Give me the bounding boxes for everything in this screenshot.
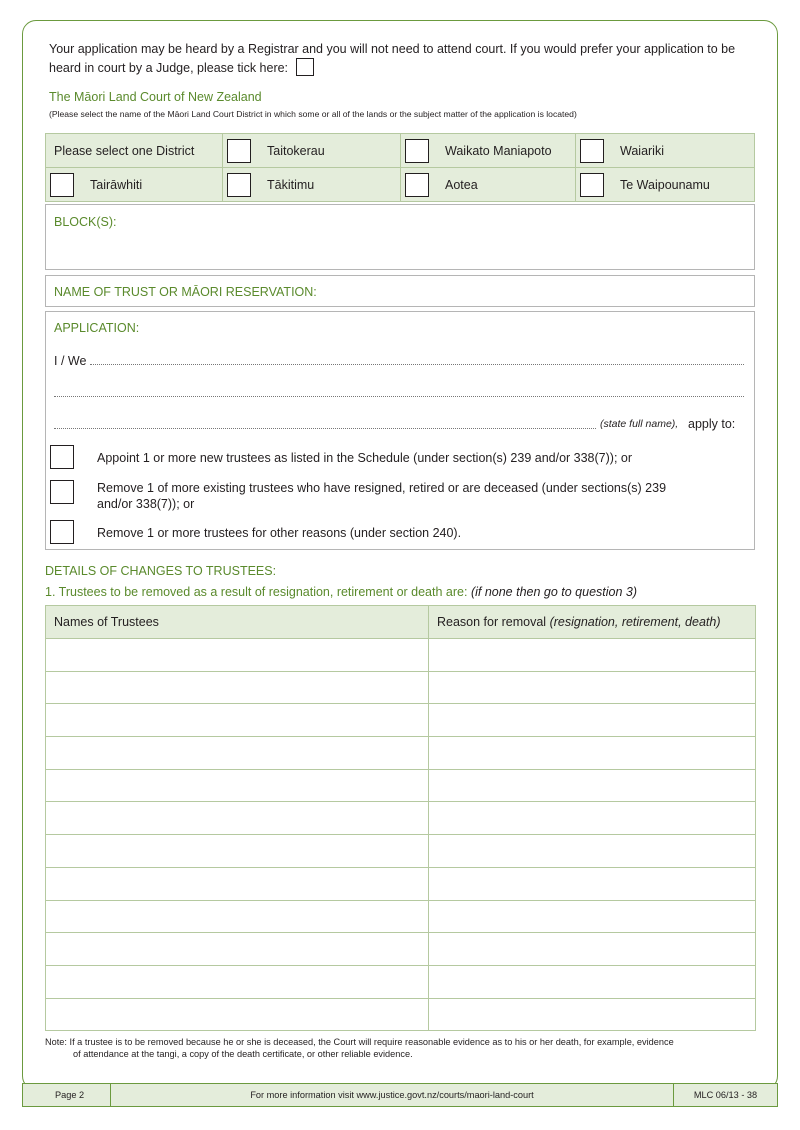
removal-reason-cell[interactable] — [429, 835, 756, 868]
removal-reason-cell[interactable] — [429, 802, 756, 835]
note-line-1: Note: If a trustee is to be removed because he or she is deceased, the Court will require reasonable evidence as to his or her death, for example, evidence — [45, 1037, 674, 1047]
option-appoint-label: Appoint 1 or more new trustees as listed in the Schedule (under section(s) 239 and/or 338(7)); or — [97, 451, 633, 465]
trustees-removed-table — [45, 605, 756, 1031]
option-remove-other — [50, 520, 750, 544]
table-row — [46, 933, 756, 966]
district-checkbox-waiariki[interactable] — [580, 139, 604, 163]
state-full-name-note: (state full name), — [600, 418, 679, 430]
district-label-waiariki: Waiariki — [620, 143, 664, 158]
trustee-name-cell[interactable] — [46, 835, 429, 868]
option-appoint — [50, 445, 750, 469]
col-reason-note: (resignation, retirement, death) — [549, 615, 721, 629]
page-number: Page 2 — [23, 1084, 111, 1106]
trustee-name-cell[interactable] — [46, 769, 429, 802]
option-remove-resigned-checkbox[interactable] — [50, 480, 74, 504]
question-1 — [45, 585, 637, 599]
table-row — [46, 671, 756, 704]
removal-reason-cell[interactable] — [429, 737, 756, 770]
table-row — [46, 998, 756, 1031]
district-label-te-waipounamu: Te Waipounamu — [620, 177, 710, 192]
removal-reason-cell[interactable] — [429, 867, 756, 900]
trustee-name-cell[interactable] — [46, 737, 429, 770]
trustee-name-cell[interactable] — [46, 802, 429, 835]
intro-text — [49, 40, 759, 77]
district-checkbox-takitimu[interactable] — [227, 173, 251, 197]
trustee-name-cell[interactable] — [46, 965, 429, 998]
table-row — [46, 802, 756, 835]
court-title: The Māori Land Court of New Zealand — [49, 90, 262, 104]
trustee-name-cell[interactable] — [46, 933, 429, 966]
court-note: (Please select the name of the Māori Land Court District in which some or all of the lands or the subject matter of the application is located) — [49, 109, 577, 119]
district-checkbox-waikato-maniapoto[interactable] — [405, 139, 429, 163]
trustee-name-cell[interactable] — [46, 867, 429, 900]
district-prompt: Please select one District — [54, 143, 195, 158]
district-selection-table — [45, 133, 755, 202]
table-row — [46, 835, 756, 868]
col-reason-header — [429, 606, 756, 639]
question-1-note: (if none then go to question 3) — [470, 585, 638, 599]
removal-reason-cell[interactable] — [429, 671, 756, 704]
removal-reason-cell[interactable] — [429, 900, 756, 933]
applicant-name-line-3[interactable] — [54, 428, 596, 429]
table-row — [46, 704, 756, 737]
trustee-name-cell[interactable] — [46, 639, 429, 672]
apply-to-label: apply to: — [688, 417, 736, 431]
option-remove-resigned-label: Remove 1 of more existing trustees who have resigned, retired or are deceased (under sections(s) 239 and/or 338(7)); or — [97, 481, 667, 511]
application-label: APPLICATION: — [54, 321, 140, 335]
removal-reason-cell[interactable] — [429, 933, 756, 966]
application-panel — [45, 311, 755, 550]
form-code: MLC 06/13 - 38 — [674, 1084, 777, 1106]
trust-name-label: NAME OF TRUST OR MĀORI RESERVATION: — [54, 285, 317, 299]
table-row — [46, 769, 756, 802]
trustee-name-cell[interactable] — [46, 998, 429, 1031]
district-label-aotea: Aotea — [445, 177, 478, 192]
table-row — [46, 900, 756, 933]
death-evidence-note — [45, 1036, 745, 1060]
footer-info-link[interactable]: For more information visit www.justice.govt.nz/courts/maori-land-court — [111, 1084, 674, 1106]
table-row — [46, 737, 756, 770]
note-line-2: of attendance at the tangi, a copy of the death certificate, or other reliable evidence. — [73, 1049, 413, 1059]
blocks-field[interactable] — [45, 204, 755, 270]
district-label-tairawhiti: Tairāwhiti — [90, 177, 143, 192]
question-1-text: 1. Trustees to be removed as a result of resignation, retirement or death are: — [45, 585, 468, 599]
applicant-name-line-2[interactable] — [54, 396, 744, 397]
district-label-taitokerau: Taitokerau — [267, 143, 325, 158]
district-checkbox-tairawhiti[interactable] — [50, 173, 74, 197]
option-appoint-checkbox[interactable] — [50, 445, 74, 469]
district-label-waikato-maniapoto: Waikato Maniapoto — [445, 143, 552, 158]
removal-reason-cell[interactable] — [429, 998, 756, 1031]
district-label-takitimu: Tākitimu — [267, 177, 315, 192]
trust-name-field[interactable] — [45, 275, 755, 307]
applicant-name-line-1[interactable] — [90, 364, 744, 365]
table-row — [46, 639, 756, 672]
blocks-label: BLOCK(S): — [54, 215, 117, 229]
district-checkbox-aotea[interactable] — [405, 173, 429, 197]
table-row — [46, 867, 756, 900]
option-remove-other-checkbox[interactable] — [50, 520, 74, 544]
option-remove-resigned — [50, 480, 690, 512]
intro-text-content: Your application may be heard by a Registrar and you will not need to attend court. If you would prefer your application to be heard in court by a Judge, please tick here: — [49, 42, 736, 75]
col-reason-label: Reason for removal — [437, 615, 547, 629]
page-footer — [22, 1083, 778, 1107]
table-row — [46, 965, 756, 998]
removal-reason-cell[interactable] — [429, 704, 756, 737]
removal-reason-cell[interactable] — [429, 769, 756, 802]
iwe-label: I / We — [54, 354, 87, 368]
trustee-name-cell[interactable] — [46, 900, 429, 933]
district-checkbox-taitokerau[interactable] — [227, 139, 251, 163]
col-names-header: Names of Trustees — [46, 606, 429, 639]
removal-reason-cell[interactable] — [429, 639, 756, 672]
trustee-name-cell[interactable] — [46, 671, 429, 704]
removal-reason-cell[interactable] — [429, 965, 756, 998]
trustee-name-cell[interactable] — [46, 704, 429, 737]
option-remove-other-label: Remove 1 or more trustees for other reasons (under section 240). — [97, 526, 462, 540]
details-heading: DETAILS OF CHANGES TO TRUSTEES: — [45, 564, 277, 578]
judge-hearing-checkbox[interactable] — [296, 58, 314, 76]
district-checkbox-te-waipounamu[interactable] — [580, 173, 604, 197]
